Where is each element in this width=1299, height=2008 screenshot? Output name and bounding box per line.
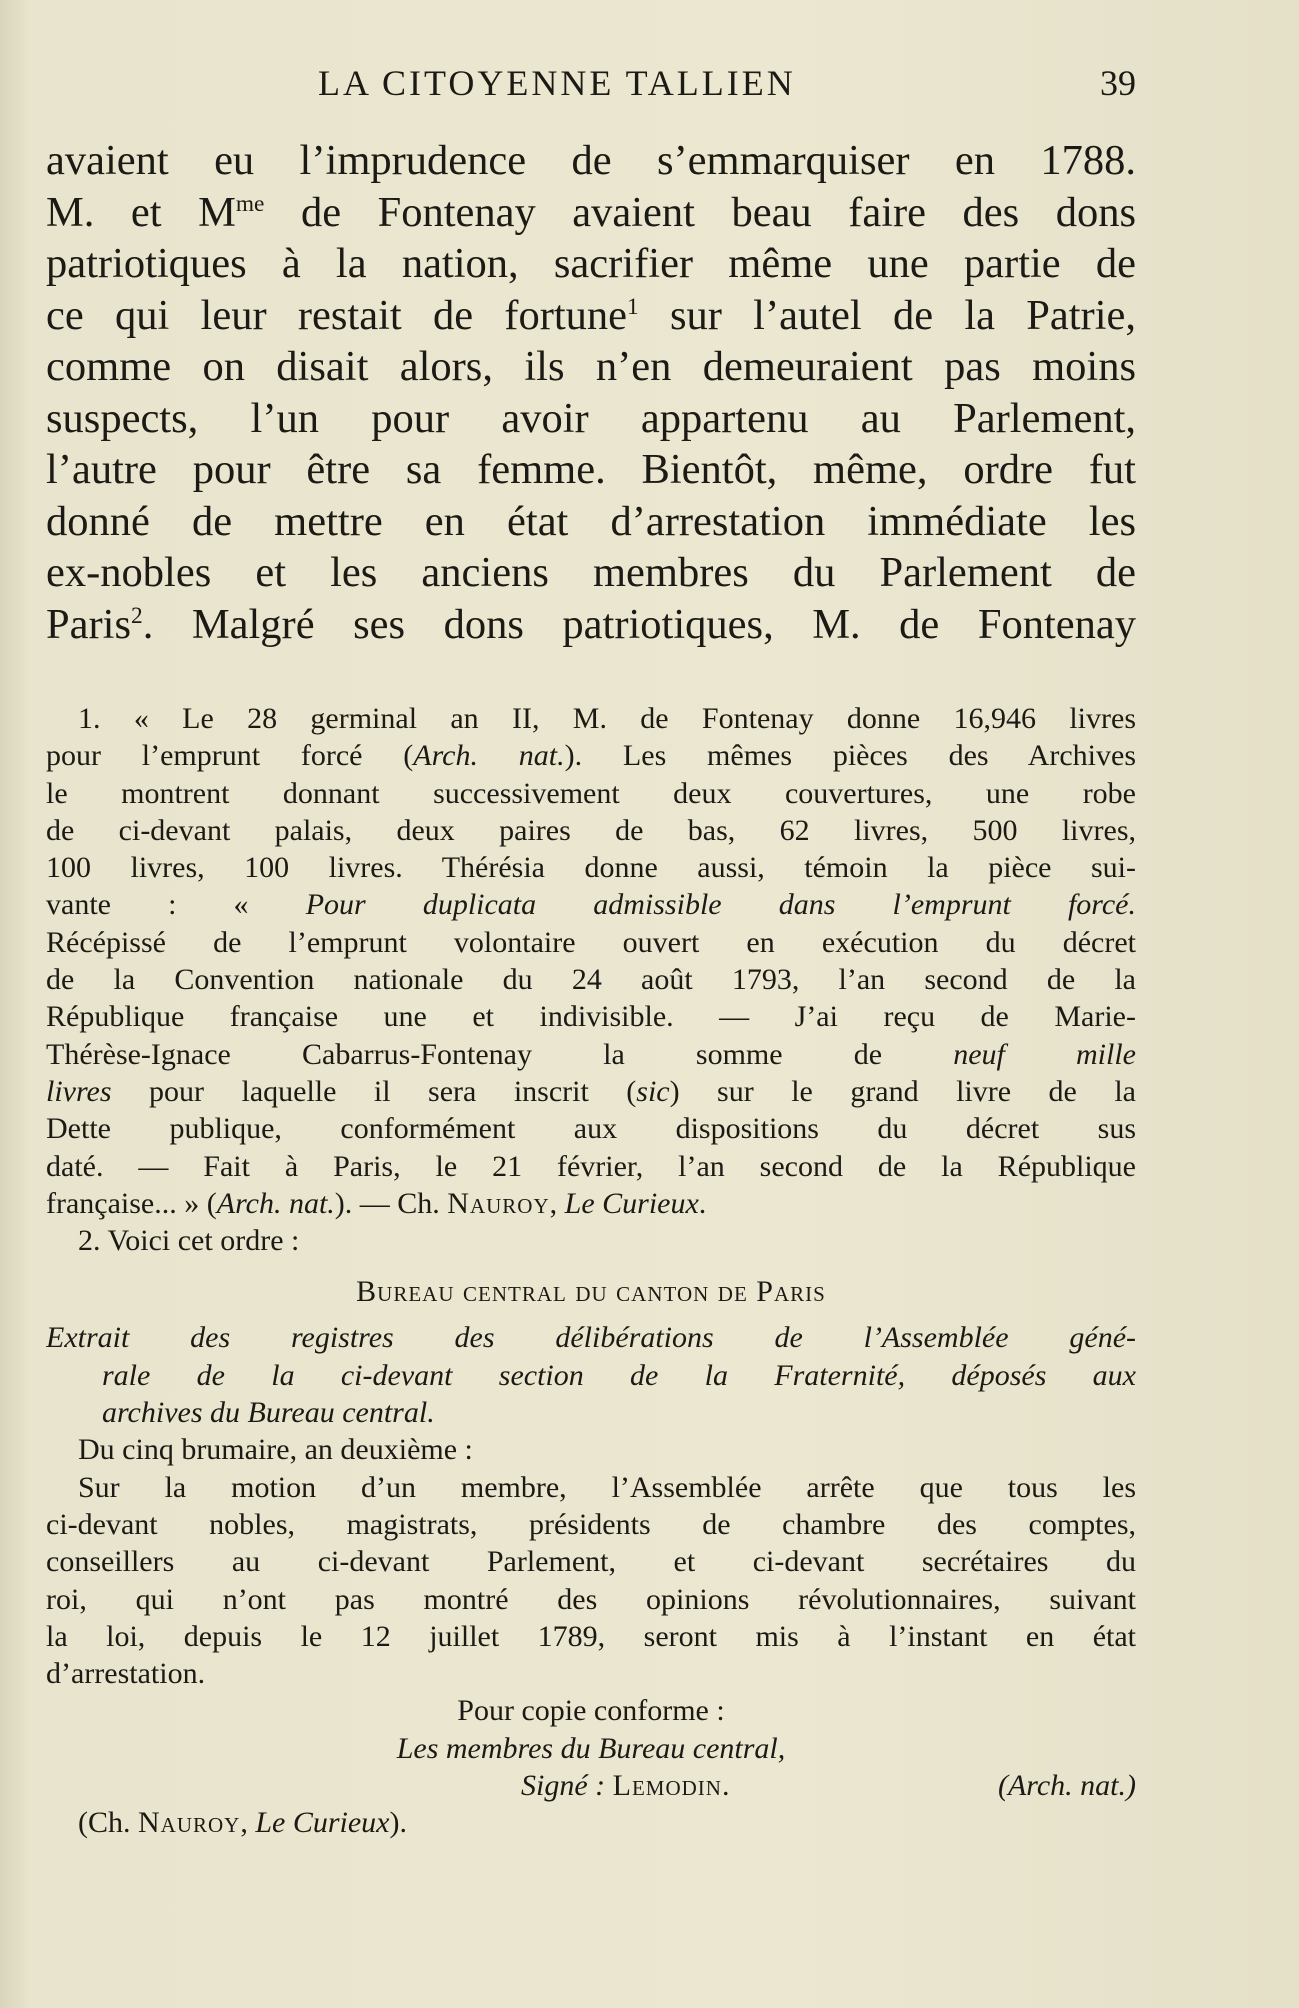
body-line: M. et $M^{me}$ de Fontenay avaient beau faire des dons: [46, 188, 1136, 236]
date-line: Du cinq brumaire, an deuxième :: [78, 1433, 473, 1467]
section-title: Bureau central du canton de Paris: [356, 1275, 826, 1309]
footnote-line: Récépissé de l’emprunt volontaire ouvert en exécution du décret: [46, 925, 1136, 959]
resolution-line: ci-devant nobles, magistrats, présidents de chambre des comptes,: [46, 1507, 1136, 1541]
signer-name: Lemodin.: [612, 1769, 731, 1803]
footnote-line: République française une et indivisible. — J’ai reçu de Marie-: [46, 1000, 1136, 1034]
signature-line: [46, 1767, 1136, 1804]
footnotes: [46, 700, 1136, 1842]
body-line: suspects, l’un pour avoir appartenu au Parlement,: [46, 394, 1136, 442]
main-text: [46, 135, 1136, 650]
footnote-line: pour l’emprunt forcé (Arch. nat.). Les mêmes pièces des Archives: [46, 739, 1136, 773]
copy-line: Pour copie conforme :: [457, 1694, 725, 1728]
footnote-line: de la Convention nationale du 24 août 1793, l’an second de la: [46, 963, 1136, 997]
footnote-line: de ci-devant palais, deux paires de bas, 62 livres, 500 livres,: [46, 813, 1136, 847]
resolution-line: Sur la motion d’un membre, l’Assemblée arrête que tous les: [78, 1470, 1136, 1504]
body-line: Paris$^2$. Malgré ses dons patriotiques, M. de Fontenay: [46, 600, 1136, 648]
footnote-line: 100 livres, 100 livres. Thérésia donne aussi, témoin la pièce sui-: [46, 851, 1136, 885]
body-line: avaient eu l’imprudence de s’emmarquiser en 1788.: [46, 137, 1136, 184]
members-line: Les membres du Bureau central,: [396, 1731, 786, 1765]
body-line: comme on disait alors, ils n’en demeuraient pas moins: [46, 343, 1136, 390]
footnote-line: le montrent donnant successivement deux couvertures, une robe: [46, 776, 1136, 810]
body-line: ex-nobles et les anciens membres du Parlement de: [46, 549, 1136, 596]
footnote-ref: 1: [627, 293, 639, 320]
footnote-line: Dette publique, conformément aux dispositions du décret sus: [46, 1112, 1136, 1146]
footnote-line: daté. — Fait à Paris, le 21 février, l’an second de la République: [46, 1149, 1136, 1183]
resolution-line: conseillers au ci-devant Parlement, et ci-devant secrétaires du: [46, 1545, 1136, 1579]
resolution-line: la loi, depuis le 12 juillet 1789, seront mis à l’instant en état: [46, 1619, 1136, 1653]
resolution-line: d’arrestation.: [46, 1657, 206, 1691]
signed-label: Signé :: [521, 1769, 606, 1803]
body-line: patriotiques à la nation, sacrifier même une partie de: [46, 240, 1136, 287]
resolution-line: roi, qui n’ont pas montré des opinions révolutionnaires, suivant: [46, 1582, 1136, 1616]
final-citation: (Ch. Nauroy, Le Curieux).: [78, 1806, 407, 1840]
extract-line: Extrait des registres des délibérations de l’Assemblée géné-: [46, 1321, 1136, 1355]
extract-line: archives du Bureau central.: [102, 1396, 435, 1430]
footnote-2-intro: 2. Voici cet ordre :: [78, 1224, 300, 1258]
footnote-line: française... » (Arch. nat.). — Ch. Nauroy, Le Curieux.: [46, 1186, 707, 1220]
page-number: 39: [1100, 63, 1136, 103]
running-title: LA CITOYENNE TALLIEN: [318, 63, 796, 103]
extract-line: rale de la ci-devant section de la Fraternité, déposés aux: [102, 1358, 1136, 1392]
body-line: l’autre pour être sa femme. Bientôt, même, ordre fut: [46, 446, 1136, 493]
archive-ref: (Arch. nat.): [997, 1769, 1136, 1803]
body-line: donné de mettre en état d’arrestation immédiate les: [46, 497, 1136, 545]
footnote-line: 1. « Le 28 germinal an II, M. de Fontenay donne 16,946 livres: [78, 702, 1136, 735]
footnote-line: livres pour laquelle il sera inscrit (sic) sur le grand livre de la: [46, 1074, 1136, 1108]
footnote-ref: 2: [131, 602, 143, 629]
footnote-line: vante : « Pour duplicata admissible dans l’emprunt forcé.: [46, 888, 1136, 922]
footnote-line: Thérèse-Ignace Cabarrus-Fontenay la somme de neuf mille: [46, 1037, 1136, 1071]
superscript: me: [235, 190, 265, 217]
body-line: ce qui leur restait de fortune$^1$ sur l’autel de la Patrie,: [46, 291, 1136, 339]
page-header: [46, 62, 1136, 112]
